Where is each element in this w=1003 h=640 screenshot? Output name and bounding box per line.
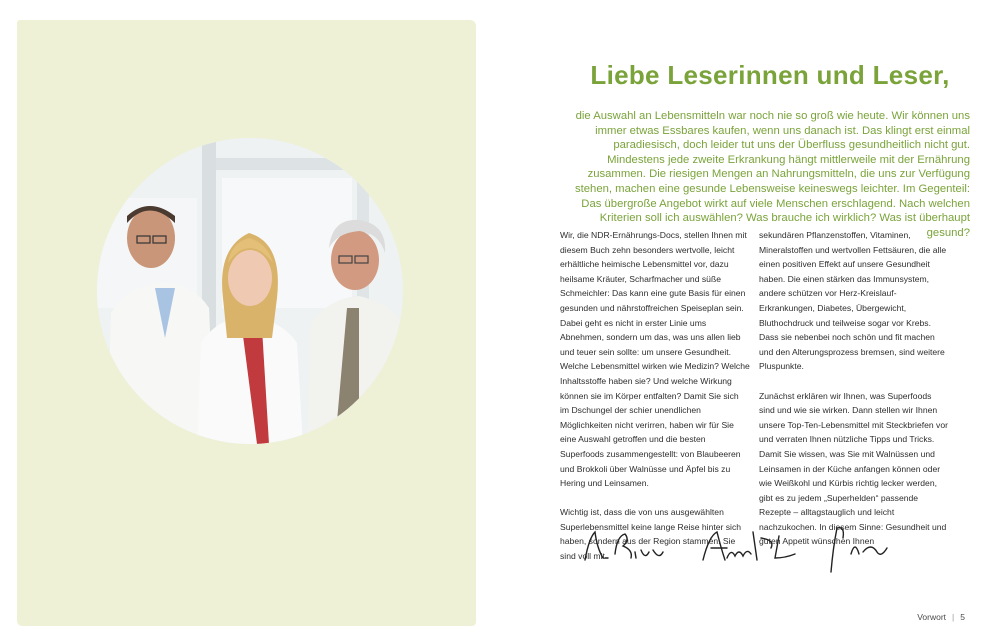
page-heading: Liebe Leserinnen und Leser, [590,60,950,90]
left-paragraph-1: Wir, die NDR-Ernährungs-Docs, stellen Ihnen mit diesem Buch zehn besonders wertvolle, leicht erhältliche heimische Lebensmittel vor, dazu heilsame Kräuter, Scharfmacher und süße Schmeichler: Das kann eine gute Basis für einen gesunden und nährstoffreichen Speiseplan sein. Dabei geht es nicht in erster Linie ums Abnehmen, sondern um das, was uns allen lieb und teuer sein sollte: um unsere Gesundheit. Welche Lebensmittel wirken wie Medizin? Welche Inhaltsstoffe haben sie? Und welche Wirkung können sie im Körper entfalten? Damit Sie sich im Dschungel der schier unendlichen Möglichkeiten nicht verirren, haben wir für Sie eine Auswahl getroffen und die besten Superfoods zusammengestellt: von Blaubeeren und Brokkoli über Walnüsse und Äpfel bis zu Hering und Leinsamen. [560,230,750,489]
page-footer [0,612,965,622]
signatures [575,518,915,578]
signature-3 [831,528,887,572]
left-paragraph-2: Wichtig ist, dass die von uns ausgewählten Superlebensmittel keine lange Reise hinter sich haben, sondern aus der Region stammen. Sie sind voll mit [560,507,742,562]
intro-paragraph: die Auswahl an Lebensmitteln war noch nie so groß wie heute. Wir können uns immer etwas Essbares kaufen, wenn uns danach ist. Das klingt erst einmal paradiesisch, doch leider tut uns der Überfluss gesundheitlich nicht gut. Mindestens jede zweite Erkrankung hängt mittlerweile mit der Ernährung zusammen. Die riesigen Mengen an Nahrungsmitteln, die uns zur Verfügung stehen, machen eine gesunde Lebensweise keineswegs leichter. Im Gegenteil: Das übergroße Angebot wirkt auf viele Menschen erschlagend. Nach welchen Kriterien soll ich auswählen? Was brauche ich wirklich? Was ist überhaupt gesund? [574,110,970,239]
right-paragraph-2: Zunächst erklären wir Ihnen, was Superfoods sind und wie sie wirken. Dann stellen wir Ihnen unsere Top-Ten-Lebensmittel mit Steckbriefen vor und verraten Ihnen nützliche Tipps und Tricks. Damit Sie wissen, was Sie mit Walnüssen und Leinsamen in der Küche anfangen können oder wie Weißkohl und Kürbis richtig lecker werden, gibt es zu jedem „Superhelden“ passende Rezepte – alltagstauglich und leicht nachzukochen. In diesem Sinne: Gesundheit und guten Appetit wünschen Ihnen [759,390,948,547]
signature-1 [585,532,663,560]
signature-2 [703,532,795,560]
page-number: 5 [960,612,965,622]
doctors-portrait-photo [97,138,403,444]
text-column-right [759,228,949,564]
footer-section: Vorwort [917,612,947,622]
footer-separator: | [952,612,955,622]
right-paragraph-1: sekundären Pflanzenstoffen, Vitaminen, Mineralstoffen und wertvollen Fettsäuren, die alle einen positiven Effekt auf unsere Gesundheit haben. Die einen stärken das Immunsystem, andere schützen vor Herz-Kreislauf-Erkrankungen, Diabetes, Übergewicht, Bluthochdruck und teilweise sogar vor Krebs. Dass sie nebenbei noch schön und fit machen und den Alterungsprozess bremsen, sind weitere Pluspunkte. [759,230,947,372]
